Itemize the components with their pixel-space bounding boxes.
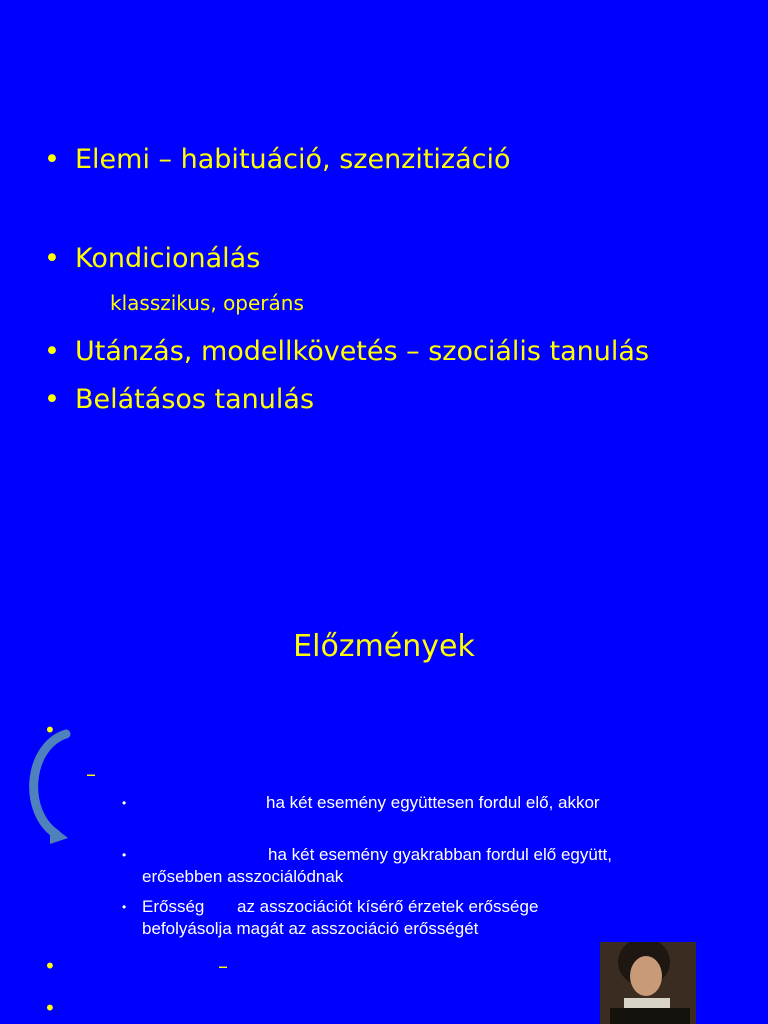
- bullet-dot: •: [44, 996, 56, 1020]
- sub-bullet-lead: Erősség: [142, 897, 205, 916]
- bullet-text: Belátásos tanulás: [75, 384, 315, 415]
- sub-bullet-text: ha két esemény gyakrabban fordul elő együtt,: [268, 845, 612, 864]
- bullet-dot: •: [44, 718, 56, 742]
- sub-bullet-text: az asszociációt kísérő érzetek erőssége: [237, 897, 539, 916]
- bullet-text: Utánzás, modellkövetés – szociális tanulás: [75, 336, 650, 367]
- portrait-image: [600, 942, 696, 1024]
- bullet-dot: •: [122, 796, 127, 810]
- slide-2: [0, 512, 768, 1024]
- bullet-3: [44, 338, 649, 365]
- bullet-dot: •: [44, 243, 60, 274]
- bullet-dot: •: [122, 900, 127, 914]
- sub-bullet-text-line2: befolyásolja magát az asszociáció erősségét: [142, 919, 479, 938]
- bullet-dot: •: [44, 954, 56, 978]
- sub-bullet-text: ha két esemény együttesen fordul elő, akkor: [266, 793, 600, 812]
- dash: –: [218, 954, 228, 978]
- bullet-2: [44, 245, 260, 272]
- sub-item: klasszikus, operáns: [110, 291, 304, 315]
- bullet-dot: •: [44, 384, 60, 415]
- sub-bullet-text-line2: erősebben asszociálódnak: [142, 867, 344, 886]
- slide-title: Előzmények: [293, 629, 475, 664]
- bullet-dot: •: [122, 848, 127, 862]
- sub-bullet-3: [122, 896, 539, 938]
- bullet-dot: •: [44, 144, 60, 175]
- curved-arrow-icon: [20, 726, 80, 846]
- bullet-1: [44, 146, 511, 173]
- bullet-4: [44, 386, 314, 413]
- dash: –: [86, 762, 96, 786]
- bullet-dot: •: [44, 336, 60, 367]
- bullet-text: Elemi – habituáció, szenzitizáció: [75, 144, 511, 175]
- bullet-text: Kondicionálás: [75, 243, 261, 274]
